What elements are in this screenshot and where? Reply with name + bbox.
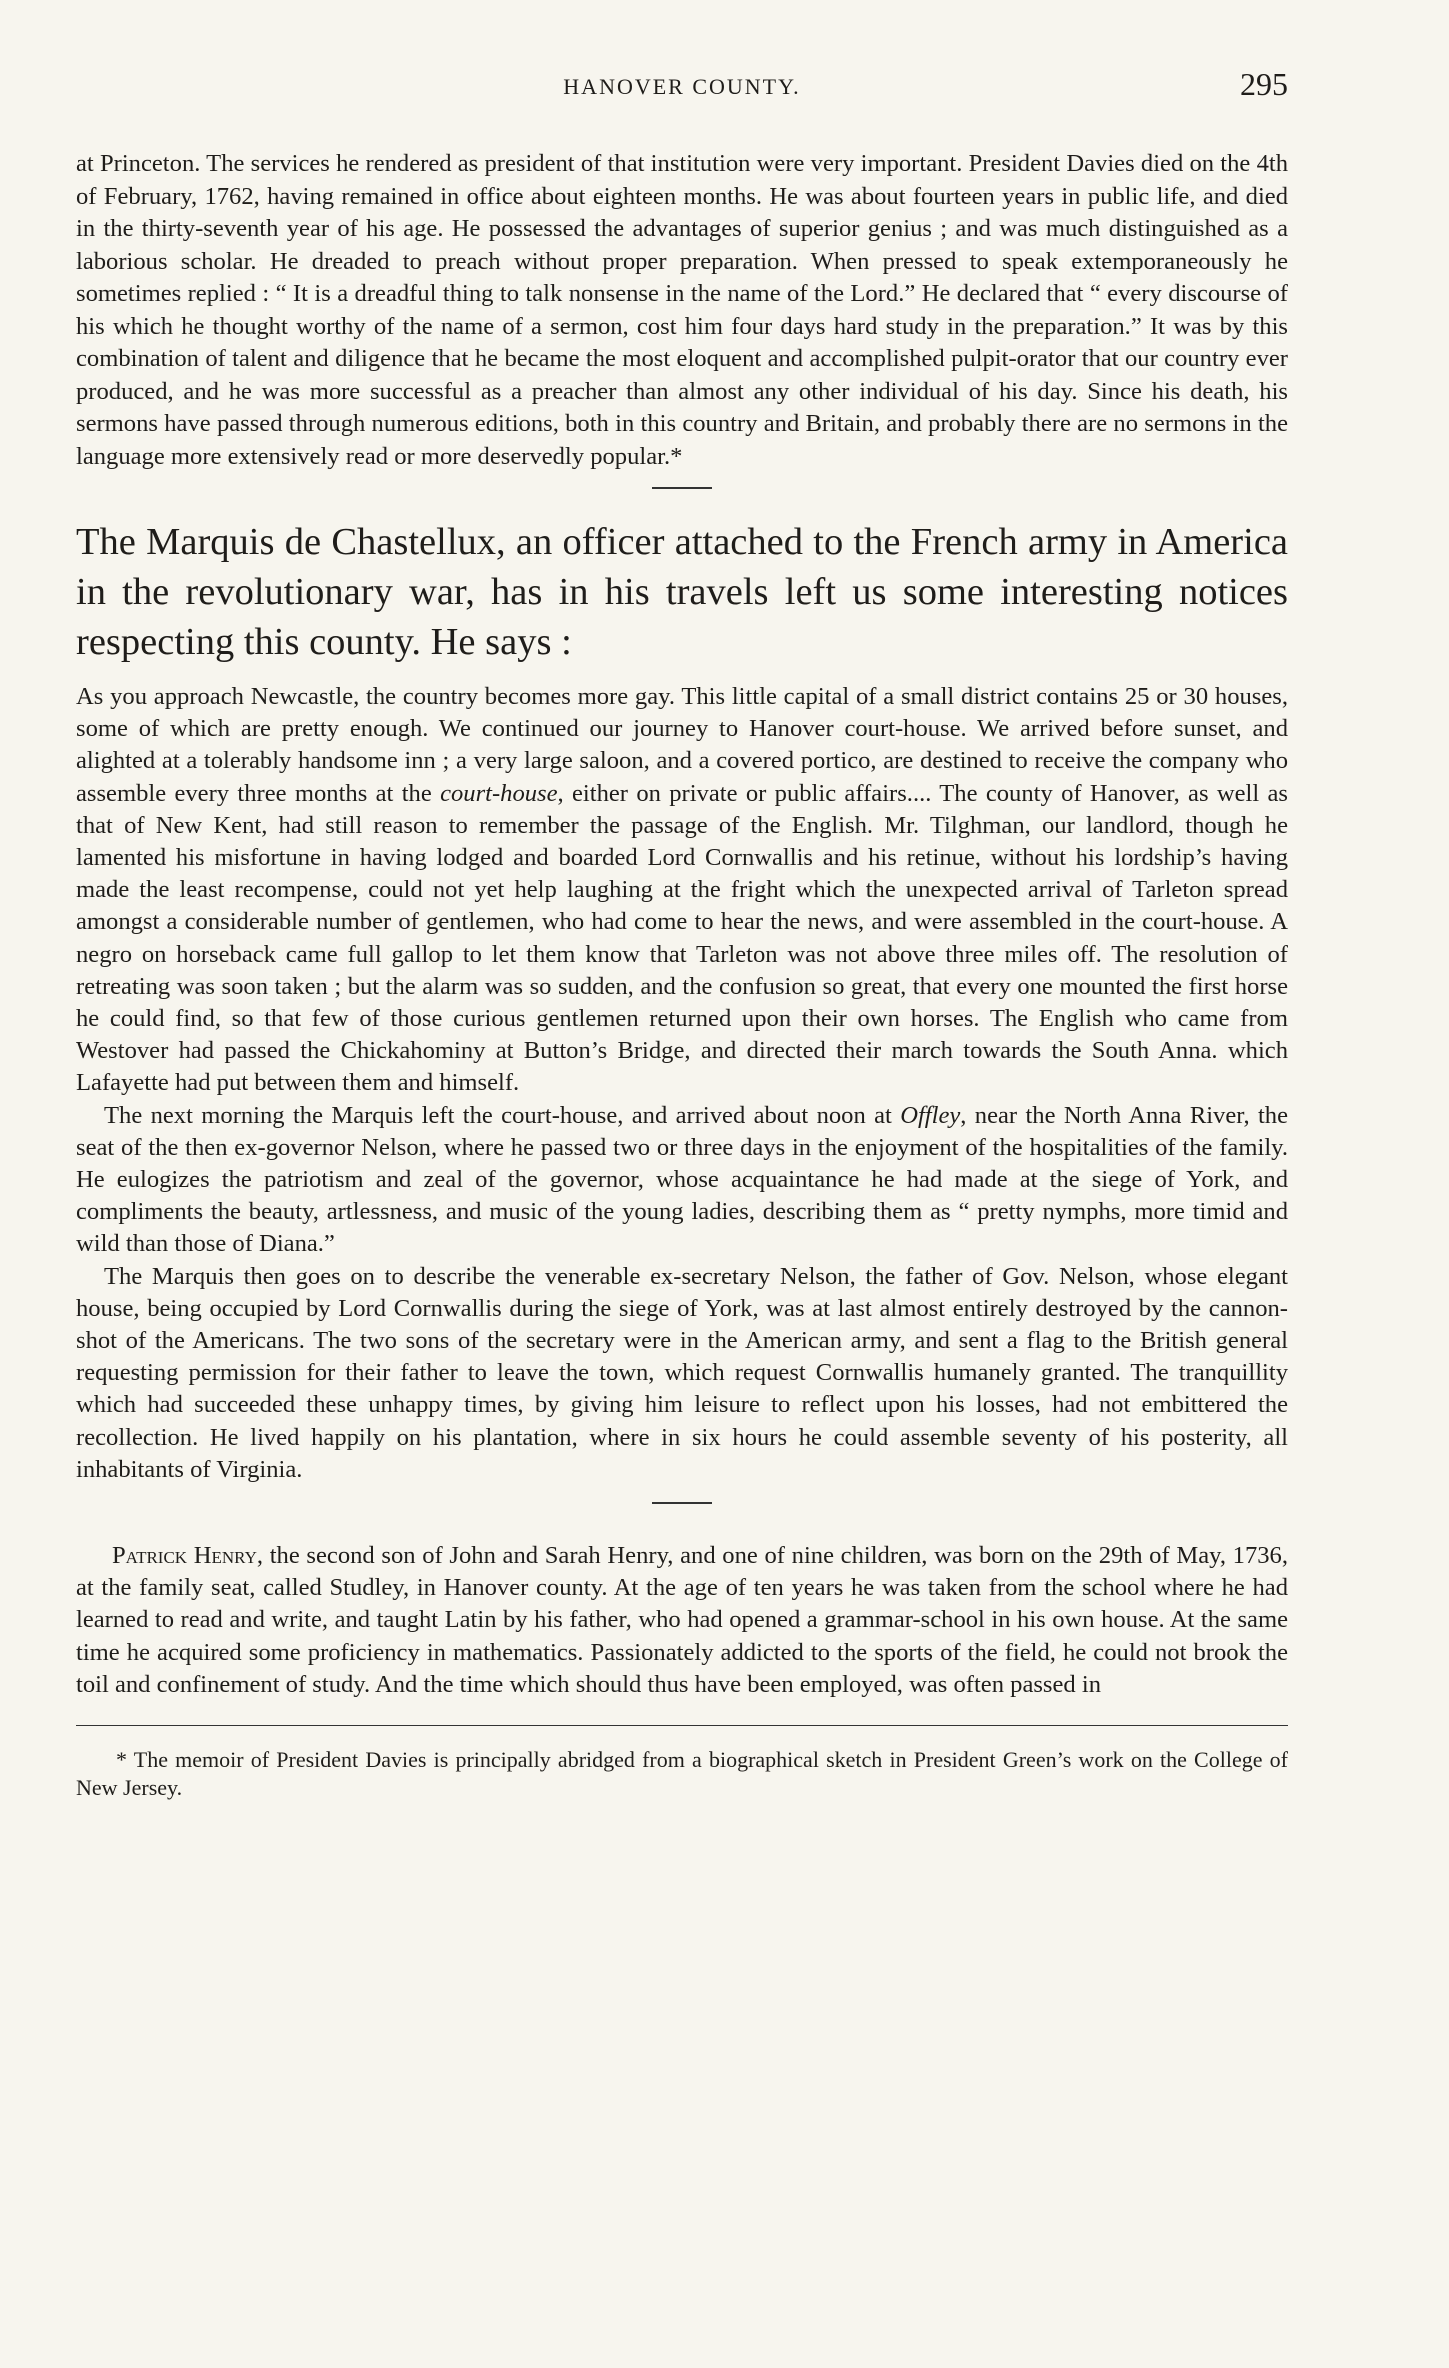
quote-text: As you approach Newcastle, the country becomes more gay. This little capital of a small district contains 25 or 30 houses, some of which are pretty enough. We continued our journey to Hanover court-house. We arrived before sunset, and alighted at a tolerably handsome inn ; a very large saloon, and a covered portico, are destined to receive the company who assemble every three months at the xyxy=(76,683,1288,807)
quote-paragraph-offley xyxy=(76,1100,1288,1261)
italic-offley: Offley xyxy=(900,1101,961,1129)
quote-text: , either on private or public affairs.... The county of Hanover, as well as that of New Kent, had still reason to remember the passage of the English. Mr. Tilghman, our landlord, though he lamented his misfortune in having lodged and boarded Lord Cornwallis and his retinue, without his lordship’s having made the least recompense, could not yet help laughing at the fright which the unexpected arrival of Tarleton spread amongst a considerable number of gentlemen, who had come to hear the news, and were assembled in the court-house. A negro on horseback came full gallop to let them know that Tarleton was not above three miles off. The resolution of retreating was soon taken ; but the alarm was so sudden, and the confusion so great, that every one mounted the first horse he could find, so that few of those curious gentlemen returned upon their own horses. The English who came from Westover had passed the Chickahominy at Button’s Bridge, and directed their march towards the South Anna. which Lafayette had put between them and himself. xyxy=(76,779,1288,1097)
henry-text: , the second son of John and Sarah Henry, and one of nine children, was born on the 29th of May, 1736, at the family seat, called Studley, in Hanover county. At the age of ten years he was taken from the school where he had learned to read and write, and taught Latin by his father, who had opened a grammar-school in his own house. At the same time he acquired some proficiency in mathematics. Passionately addicted to the sports of the field, he could not brook the toil and confinement of study. And the time which should thus have been employed, was often passed in xyxy=(76,1542,1288,1698)
quote-paragraph-secretary-nelson: The Marquis then goes on to describe the venerable ex-secretary Nelson, the father of Gov. Nelson, whose elegant house, being occupied by Lord Cornwallis during the siege of York, was at last almost entirely destroyed by the cannon-shot of the Americans. The two sons of the secretary were in the American army, and sent a flag to the British general requesting permission for their father to leave the town, which request Cornwallis humanely granted. The tranquillity which had succeeded these unhappy times, by giving him leisure to reflect upon his losses, had not embittered the recollection. He lived happily on his plantation, where in six hours he could assemble seventy of his posterity, all inhabitants of Virginia. xyxy=(76,1262,1288,1483)
quote-text: The next morning the Marquis left the court-house, and arrived about noon at xyxy=(104,1101,901,1129)
quote-paragraph-newcastle xyxy=(76,681,1288,1100)
section-divider xyxy=(652,1502,712,1504)
running-head xyxy=(76,60,1288,110)
quote-text: , near the North Anna River, the seat of the then ex-governor Nelson, where he passed two or three days in the enjoyment of the hospitalities of the family. He eulogizes the patriotism and zeal of the governor, whose acquaintance he had made at the siege of York, and compliments the beauty, artlessness, and music of the young ladies, describing them as “ pretty nymphs, more timid and wild than those of Diana.” xyxy=(76,1101,1289,1258)
davies-paragraph: at Princeton. The services he rendered as president of that institution were very important. President Davies died on the 4th of February, 1762, having remained in office about eighteen months. He was about fourteen years in public life, and died in the thirty-seventh year of his age. He possessed the advantages of superior genius ; and was much distinguished as a laborious scholar. He dreaded to preach without proper preparation. When pressed to speak extemporaneously he sometimes replied : “ It is a dreadful thing to talk nonsense in the name of the Lord.” He declared that “ every discourse of his which he thought worthy of the name of a sermon, cost him four days hard study in the preparation.” It was by this combination of talent and diligence that he became the most eloquent and accomplished pulpit-orator that our country ever produced, and he was more successful as a preacher than almost any other individual of his day. Since his death, his sermons have passed through numerous editions, both in this country and Britain, and probably there are no sermons in the language more extensively read or more deservedly popular.* xyxy=(76,150,1288,470)
chastellux-quotation xyxy=(76,681,1288,1486)
italic-court-house: court-house xyxy=(440,779,558,807)
patrick-henry-paragraph xyxy=(76,1540,1288,1701)
running-title: HANOVER COUNTY. xyxy=(563,74,801,99)
section-divider xyxy=(652,487,712,489)
book-page xyxy=(76,60,1288,1802)
footnote: * The memoir of President Davies is principally abridged from a biographical sketch in President Green’s work on the College of New Jersey. xyxy=(76,1747,1288,1801)
chastellux-lead-paragraph: The Marquis de Chastellux, an officer attached to the French army in America in the revolutionary war, has in his travels left us some interesting notices respecting this county. He says : xyxy=(76,521,1288,663)
footnote-rule xyxy=(76,1725,1288,1726)
patrick-henry-name: Patrick Henry xyxy=(112,1542,257,1570)
page-number: 295 xyxy=(1240,66,1288,102)
